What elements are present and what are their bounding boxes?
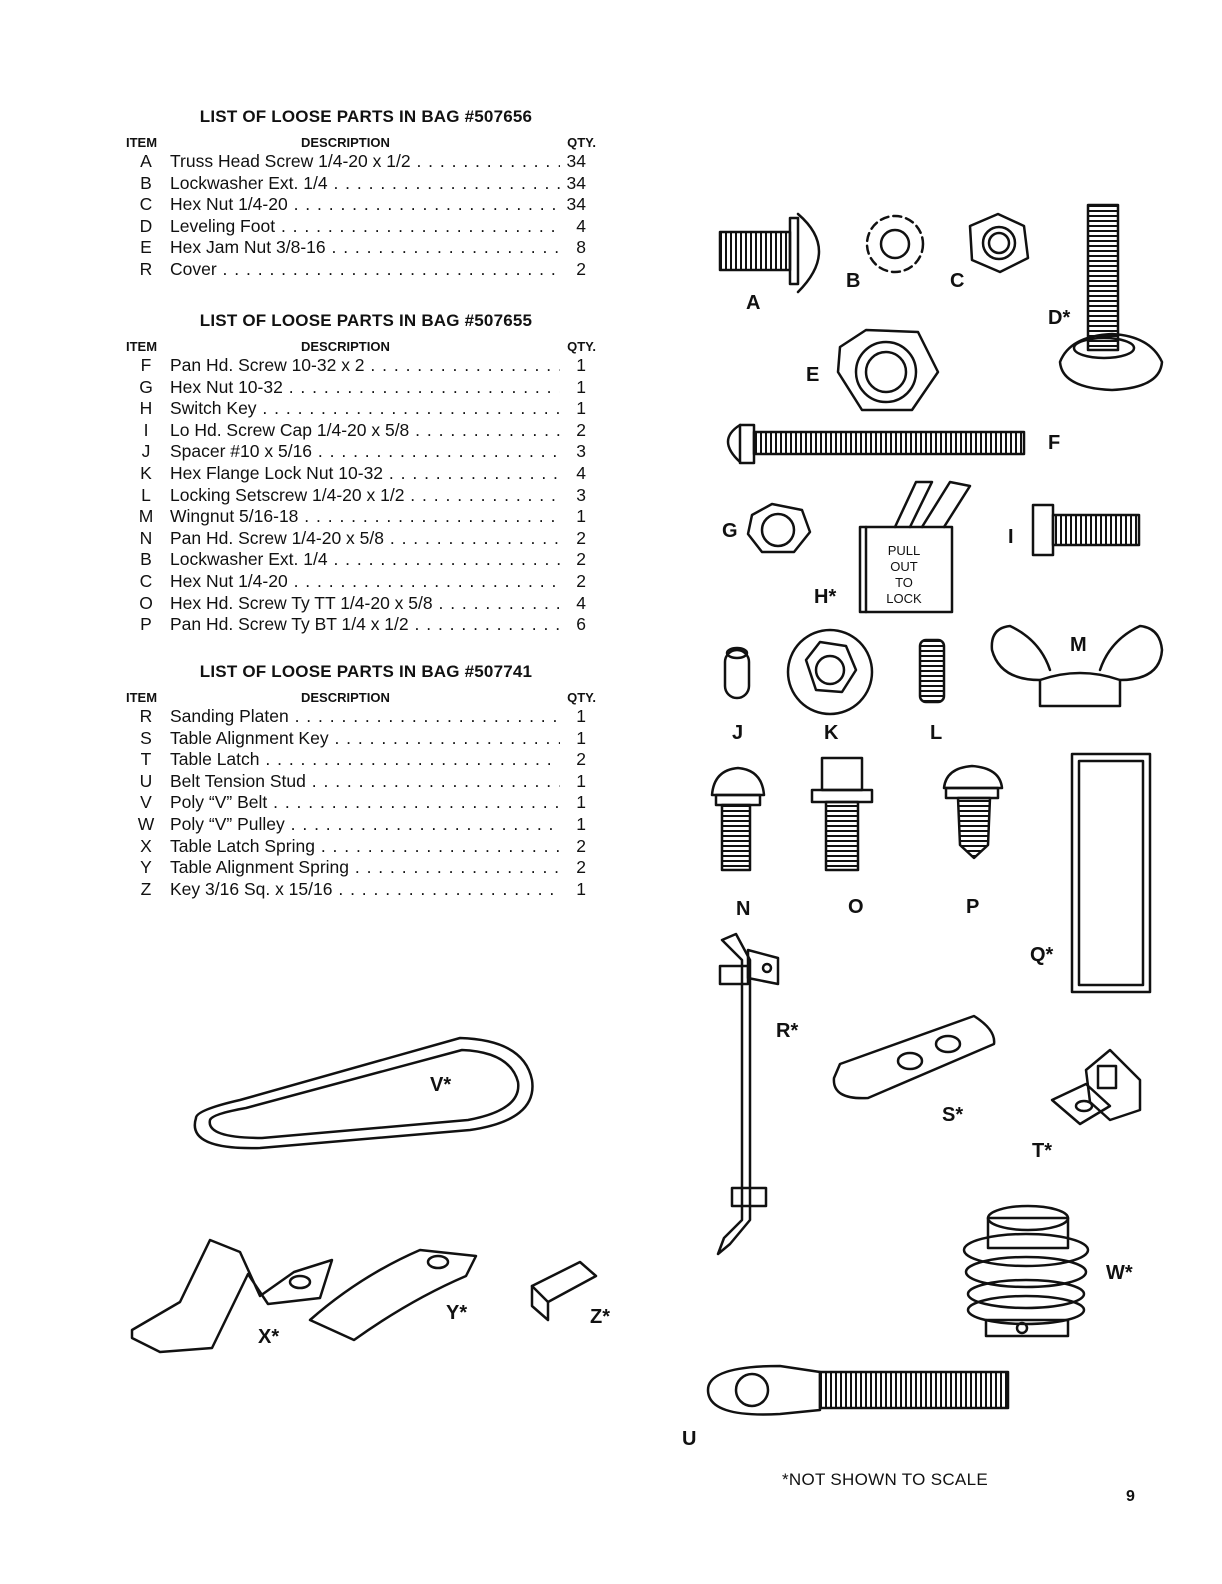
item-description-text: Hex Nut 1/4-20 <box>170 570 288 591</box>
table-alignment-key-drawing <box>834 1016 994 1098</box>
qty-header: QTY. <box>567 135 596 150</box>
label-m: M <box>1070 634 1087 656</box>
item-description-text: Belt Tension Stud <box>170 770 306 791</box>
list-title: LIST OF LOOSE PARTS IN BAG #507741 <box>199 662 533 681</box>
item-qty: 4 <box>576 592 586 613</box>
item-description-text: Poly “V” Belt <box>170 792 268 813</box>
item-qty: 2 <box>576 749 586 770</box>
label-q: Q* <box>1030 944 1054 966</box>
pan-head-screw-n-drawing <box>712 768 764 870</box>
item-qty: 34 <box>566 194 586 215</box>
label-r: R* <box>776 1020 799 1042</box>
label-e: E <box>806 364 820 386</box>
item-description-text: Truss Head Screw 1/4-20 x 1/2 <box>170 151 411 171</box>
item-letter: O <box>139 592 153 613</box>
qty-header: QTY. <box>567 690 596 705</box>
item-qty: 1 <box>576 792 586 813</box>
scale-footnote: *NOT SHOWN TO SCALE <box>782 1470 988 1489</box>
item-qty: 1 <box>576 355 586 375</box>
switch-key-drawing <box>860 482 970 612</box>
spacer-drawing <box>725 648 749 698</box>
item-qty: 34 <box>566 151 586 171</box>
lockwasher-drawing <box>867 216 923 272</box>
item-letter: B <box>140 549 152 570</box>
item-description-text: Table Latch <box>170 749 260 770</box>
description-header: DESCRIPTION <box>301 135 390 150</box>
key-drawing <box>532 1262 596 1320</box>
item-description-text: Table Latch Spring <box>170 835 315 856</box>
item-description-text: Lo Hd. Screw Cap 1/4-20 x 5/8 <box>170 419 410 440</box>
table-latch-spring-drawing <box>132 1240 332 1352</box>
item-letter: V <box>140 792 152 813</box>
pan-head-screw-drawing <box>728 425 1024 463</box>
item-description-text: Switch Key <box>170 398 257 419</box>
item-description-text: Table Alignment Key <box>170 727 329 748</box>
item-qty: 2 <box>576 549 586 570</box>
item-description-text: Spacer #10 x 5/16 <box>170 441 313 462</box>
label-a: A <box>746 292 761 314</box>
item-description-text: Hex Nut 10-32 <box>170 376 283 397</box>
item-qty: 2 <box>576 835 586 856</box>
item-description-text: Sanding Platen <box>170 706 289 726</box>
item-description-text: Locking Setscrew 1/4-20 x 1/2 <box>170 484 405 505</box>
item-letter: F <box>140 355 152 375</box>
label-g: G <box>722 520 738 542</box>
label-j: J <box>732 722 744 744</box>
item-description-text: Pan Hd. Screw 1/4-20 x 5/8 <box>170 527 384 548</box>
hex-head-screw-drawing <box>812 758 872 870</box>
label-z: Z* <box>590 1306 610 1328</box>
item-description-text: Wingnut 5/16-18 <box>170 506 299 527</box>
switch-key-text-1: PULL <box>887 543 921 558</box>
item-letter: W <box>137 813 155 834</box>
item-description-text: Hex Hd. Screw Ty TT 1/4-20 x 5/8 <box>170 592 433 613</box>
item-letter: N <box>139 527 153 548</box>
item-qty: 1 <box>576 813 586 834</box>
switch-key-text-2: OUT <box>890 559 918 574</box>
item-letter: D <box>139 215 153 236</box>
hex-jam-nut-drawing <box>838 330 938 410</box>
item-qty: 4 <box>576 462 586 483</box>
label-n: N <box>736 898 751 920</box>
label-b: B <box>846 270 861 292</box>
item-qty: 1 <box>576 706 586 726</box>
item-qty: 1 <box>576 727 586 748</box>
item-qty: 2 <box>576 527 586 548</box>
poly-v-belt-drawing <box>195 1038 533 1148</box>
switch-key-text-3: TO <box>895 575 913 590</box>
label-y: Y* <box>446 1302 468 1324</box>
switch-key-text-4: LOCK <box>886 591 922 606</box>
item-description-text: Poly “V” Pulley <box>170 813 285 834</box>
label-i: I <box>1008 526 1014 548</box>
belt-tension-stud-drawing <box>708 1366 1008 1415</box>
table-latch-drawing <box>1052 1050 1140 1124</box>
item-letter: B <box>140 172 152 193</box>
label-f: F <box>1048 432 1061 454</box>
label-k: K <box>824 722 839 744</box>
item-letter: E <box>140 237 152 258</box>
item-qty: 2 <box>576 258 586 279</box>
label-d: D* <box>1048 307 1071 329</box>
small-hex-nut-drawing <box>748 504 810 552</box>
item-letter: S <box>140 727 152 748</box>
label-c: C <box>950 270 965 292</box>
item-letter: H <box>139 398 153 419</box>
item-header: ITEM <box>126 339 158 354</box>
item-qty: 8 <box>576 237 586 258</box>
item-header: ITEM <box>126 135 158 150</box>
item-qty: 1 <box>576 376 586 397</box>
item-letter: I <box>143 419 149 440</box>
item-letter: U <box>139 770 153 791</box>
item-letter: C <box>139 570 153 591</box>
item-letter: M <box>138 506 154 527</box>
item-description-text: Pan Hd. Screw Ty BT 1/4 x 1/2 <box>170 614 409 635</box>
poly-v-pulley-drawing <box>964 1206 1088 1336</box>
lo-head-screw-drawing <box>1033 505 1139 555</box>
item-qty: 1 <box>576 398 586 419</box>
item-description-text: Lockwasher Ext. 1/4 <box>170 172 328 193</box>
label-v: V* <box>430 1074 452 1096</box>
item-header: ITEM <box>126 690 158 705</box>
pan-head-screw-p-drawing <box>944 766 1002 858</box>
item-qty: 2 <box>576 570 586 591</box>
item-description-text: Cover <box>170 258 217 279</box>
item-qty: 3 <box>576 441 586 462</box>
sanding-platen-drawing <box>1072 754 1150 992</box>
list-title: LIST OF LOOSE PARTS IN BAG #507656 <box>199 107 533 126</box>
leveling-foot-drawing <box>1060 205 1162 390</box>
item-description-text: Hex Flange Lock Nut 10-32 <box>170 462 384 483</box>
item-letter: J <box>141 441 151 462</box>
qty-header: QTY. <box>567 339 596 354</box>
description-header: DESCRIPTION <box>301 690 390 705</box>
item-description-text: Pan Hd. Screw 10-32 x 2 <box>170 355 365 375</box>
item-letter: K <box>140 462 152 483</box>
description-header: DESCRIPTION <box>301 339 390 354</box>
item-description-text: Hex Nut 1/4-20 <box>170 194 288 215</box>
page-number: 9 <box>1126 1488 1135 1505</box>
label-x: X* <box>258 1326 280 1348</box>
setscrew-drawing <box>920 640 944 702</box>
item-qty: 1 <box>576 878 586 899</box>
list-title: LIST OF LOOSE PARTS IN BAG #507655 <box>199 311 533 330</box>
item-qty: 3 <box>576 484 586 505</box>
item-letter: C <box>139 194 153 215</box>
item-qty: 4 <box>576 215 586 236</box>
item-letter: X <box>140 835 152 856</box>
label-h: H* <box>814 586 837 608</box>
item-description-text: Lockwasher Ext. 1/4 <box>170 549 328 570</box>
label-s: S* <box>942 1104 964 1126</box>
label-u: U <box>682 1428 697 1450</box>
label-t: T* <box>1032 1140 1052 1162</box>
item-letter: P <box>140 614 152 635</box>
item-letter: A <box>140 151 152 171</box>
label-w: W* <box>1106 1262 1133 1284</box>
item-letter: Y <box>140 857 152 878</box>
item-letter: R <box>139 706 153 726</box>
item-qty: 2 <box>576 419 586 440</box>
item-letter: Z <box>140 878 152 899</box>
truss-head-screw-drawing <box>720 214 819 292</box>
item-qty: 1 <box>576 506 586 527</box>
item-letter: T <box>140 749 152 770</box>
item-description-text: Table Alignment Spring <box>170 857 349 878</box>
item-qty: 6 <box>576 614 586 635</box>
item-letter: R <box>139 258 153 279</box>
item-qty: 2 <box>576 857 586 878</box>
hex-nut-drawing <box>970 214 1028 272</box>
item-qty: 1 <box>576 770 586 791</box>
table-alignment-spring-drawing <box>310 1250 476 1340</box>
hex-flange-lock-nut-drawing <box>788 630 872 714</box>
item-letter: L <box>141 484 151 505</box>
label-p: P <box>966 896 980 918</box>
cover-drawing <box>718 934 778 1254</box>
label-l: L <box>930 722 943 744</box>
item-description-text: Leveling Foot <box>170 215 276 236</box>
item-qty: 34 <box>566 172 586 193</box>
item-letter: G <box>139 376 153 397</box>
item-description-text: Key 3/16 Sq. x 15/16 <box>170 878 333 899</box>
item-description-text: Hex Jam Nut 3/8-16 <box>170 237 326 258</box>
label-o: O <box>848 896 864 918</box>
